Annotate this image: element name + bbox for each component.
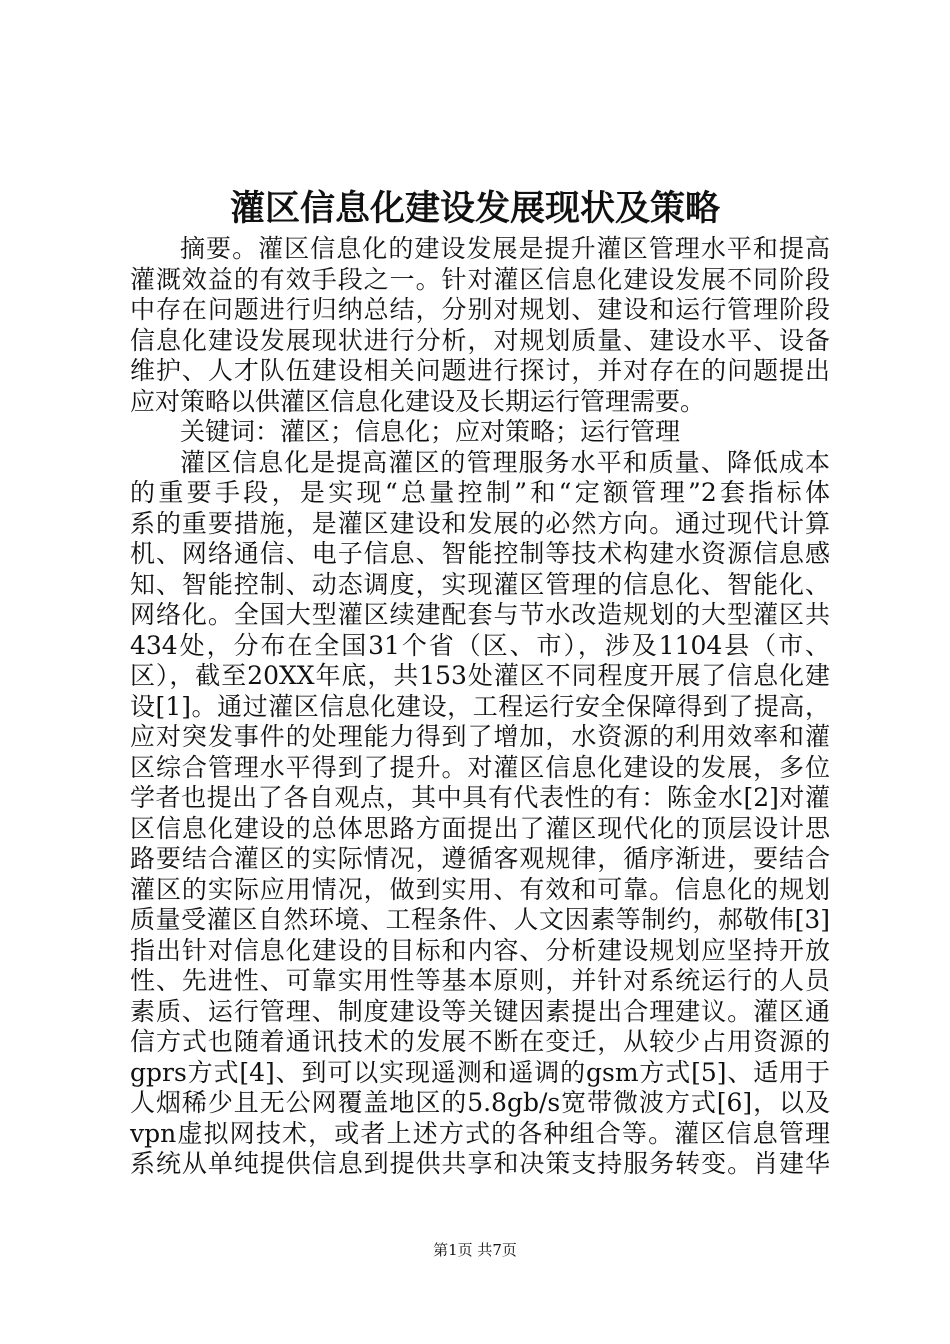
text-line: 灌区的实际应用情况，做到实用、有效和可靠。信息化的规划 — [130, 874, 830, 904]
document-title: 灌区信息化建设发展现状及策略 — [229, 188, 720, 229]
text-line: 机、网络通信、电子信息、智能控制等技术构建水资源信息感 — [130, 539, 830, 568]
text-line: 质量受灌区自然环境、工程条件、人文因素等制约，郝敬伟[3] — [130, 905, 830, 934]
text-line: 指出针对信息化建设的目标和内容、分析建设规划应坚持开放 — [130, 935, 830, 965]
text-line: 关键词：灌区；信息化；应对策略；运行管理 — [180, 417, 681, 446]
text-line: vpn虚拟网技术，或者上述方式的各种组合等。灌区信息管理 — [130, 1118, 830, 1148]
text-line: 434处，分布在全国31个省（区、市），涉及1104县（市、 — [130, 630, 830, 660]
text-line: 路要结合灌区的实际情况，遵循客观规律，循序渐进，要结合 — [130, 844, 830, 873]
text-line: 灌区信息化是提高灌区的管理服务水平和质量、降低成本 — [180, 447, 830, 477]
text-line: 区综合管理水平得到了提升。对灌区信息化建设的发展，多位 — [130, 752, 830, 782]
text-line: 区信息化建设的总体思路方面提出了灌区现代化的顶层设计思 — [130, 813, 830, 843]
document-body — [130, 234, 830, 1180]
text-line: 系的重要措施，是灌区建设和发展的必然方向。通过现代计算 — [130, 508, 830, 538]
text-line: 区），截至20XX年底，共153处灌区不同程度开展了信息化建 — [130, 661, 830, 690]
page-footer: 第1页 共7页 — [433, 1241, 517, 1259]
text-line: 知、智能控制、动态调度，实现灌区管理的信息化、智能化、 — [130, 569, 830, 599]
text-line: 素质、运行管理、制度建设等关键因素提出合理建议。灌区通 — [130, 996, 830, 1026]
text-line: 摘要。灌区信息化的建设发展是提升灌区管理水平和提高 — [180, 234, 830, 263]
text-line: 灌溉效益的有效手段之一。针对灌区信息化建设发展不同阶段 — [130, 264, 830, 294]
text-line: 网络化。全国大型灌区续建配套与节水改造规划的大型灌区共 — [130, 600, 830, 629]
text-line: 系统从单纯提供信息到提供共享和决策支持服务转变。肖建华 — [130, 1149, 830, 1178]
text-line: 应对策略以供灌区信息化建设及长期运行管理需要。 — [130, 386, 706, 416]
text-line: 性、先进性、可靠实用性等基本原则，并针对系统运行的人员 — [130, 966, 830, 995]
text-line: gprs方式[4]、到可以实现遥测和遥调的gsm方式[5]、适用于 — [130, 1057, 830, 1087]
text-line: 人烟稀少且无公网覆盖地区的5.8gb/s宽带微波方式[6]，以及 — [130, 1088, 830, 1117]
text-line: 维护、人才队伍建设相关问题进行探讨，并对存在的问题提出 — [130, 356, 830, 385]
text-line: 的重要手段，是实现“总量控制”和“定额管理”2套指标体 — [130, 478, 830, 507]
text-line: 信方式也随着通讯技术的发展不断在变迁，从较少占用资源的 — [130, 1027, 830, 1056]
text-line: 信息化建设发展现状进行分析，对规划质量、建设水平、设备 — [130, 325, 830, 355]
text-line: 中存在问题进行归纳总结，分别对规划、建设和运行管理阶段 — [130, 295, 830, 324]
text-line: 学者也提出了各自观点，其中具有代表性的有：陈金水[2]对灌 — [130, 783, 830, 812]
text-line: 设[1]。通过灌区信息化建设，工程运行安全保障得到了提高， — [130, 691, 830, 721]
text-line: 应对突发事件的处理能力得到了增加，水资源的利用效率和灌 — [130, 722, 830, 751]
